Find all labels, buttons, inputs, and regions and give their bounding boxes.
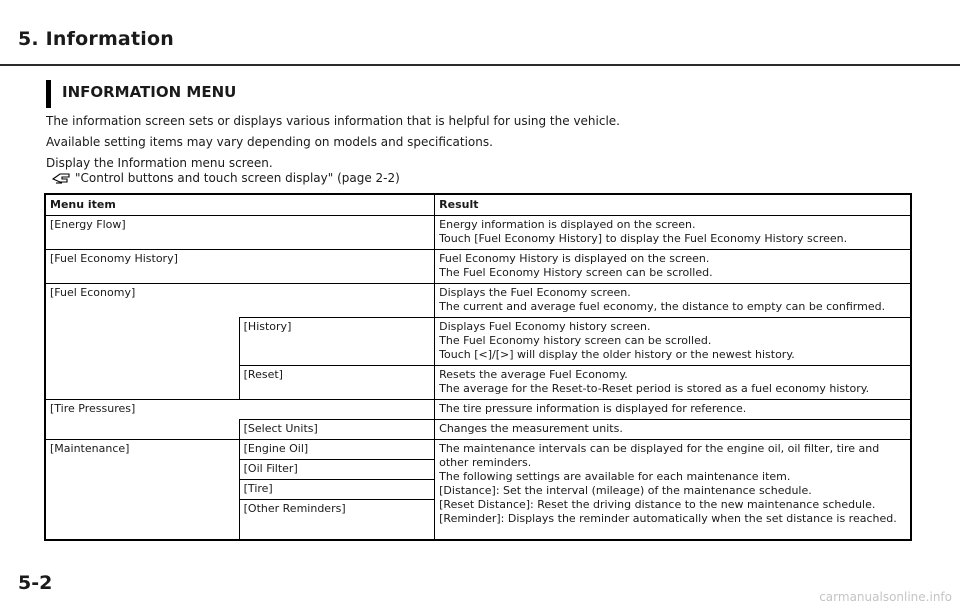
menu-subitem-history: [History] [239,318,435,366]
menu-subitem-oil-filter: [Oil Filter] [239,460,435,480]
menu-item-maintenance: [Maintenance] [45,440,239,541]
section-title: INFORMATION MENU [62,83,237,101]
header-result: Result [435,194,911,216]
result-line: The Fuel Economy history screen can be scrolled. [439,334,712,347]
result-select-units [435,420,911,440]
header-blank [239,194,435,216]
display-instruction: Display the Information menu screen. [46,156,273,170]
table-row [45,216,911,250]
watermark: carmanualsonline.info [819,590,952,604]
table-header-row [45,194,911,216]
result-maintenance [435,440,911,541]
result-fuel-economy-history [435,250,911,284]
menu-subitem-reset: [Reset] [239,366,435,400]
result-line: Changes the measurement units. [439,422,623,435]
table-row [45,440,911,460]
result-line: Displays the Fuel Economy screen. [439,286,631,299]
page-reference[interactable] [52,171,400,185]
result-tire-pressures [435,400,911,420]
menu-item-tire-pressures: [Tire Pressures] [45,400,435,420]
table-row [45,400,911,420]
header-menu-item: Menu item [45,194,239,216]
result-line: [Reminder]: Displays the reminder automatically when the set distance is reached. [439,512,897,525]
result-line: Displays Fuel Economy history screen. [439,320,651,333]
menu-subitem-select-units: [Select Units] [239,420,435,440]
result-line: Resets the average Fuel Economy. [439,368,628,381]
chapter-title: 5. Information [18,28,174,50]
result-line: [Distance]: Set the interval (mileage) of the maintenance schedule. [439,484,812,497]
menu-item-fuel-economy: [Fuel Economy] [45,284,435,318]
intro-paragraph: The information screen sets or displays various information that is helpful for using the vehicle. [46,114,620,128]
availability-paragraph: Available setting items may vary depending on models and specifications. [46,135,493,149]
section-marker-bar [46,80,51,108]
result-line: Touch [Fuel Economy History] to display the Fuel Economy History screen. [439,232,848,245]
indent-cell [45,318,239,366]
result-fuel-economy [435,284,911,318]
result-energy-flow [435,216,911,250]
result-line: The maintenance intervals can be displayed for the engine oil, oil filter, tire and other reminders. [439,442,880,469]
result-line: The tire pressure information is displayed for reference. [439,402,747,415]
table-row [45,420,911,440]
result-line: Fuel Economy History is displayed on the screen. [439,252,710,265]
chapter-divider [0,64,960,66]
result-line: The Fuel Economy History screen can be scrolled. [439,266,713,279]
menu-item-fuel-economy-history: [Fuel Economy History] [45,250,435,284]
reference-link-text[interactable]: "Control buttons and touch screen display" (page 2-2) [75,171,400,185]
result-reset [435,366,911,400]
information-menu-table [44,193,912,541]
menu-subitem-other-reminders: [Other Reminders] [239,500,435,541]
table-row [45,284,911,318]
result-line: The average for the Reset-to-Reset period is stored as a fuel economy history. [439,382,870,395]
result-line: [Reset Distance]: Reset the driving distance to the new maintenance schedule. [439,498,876,511]
result-line: The following settings are available for each maintenance item. [439,470,791,483]
menu-item-energy-flow: [Energy Flow] [45,216,435,250]
reference-pointer-icon [52,172,72,185]
result-history [435,318,911,366]
table-row [45,250,911,284]
menu-subitem-tire: [Tire] [239,480,435,500]
indent-cell [45,366,239,400]
result-line: Touch [<]/[>] will display the older history or the newest history. [439,348,795,361]
result-line: Energy information is displayed on the screen. [439,218,696,231]
result-line: The current and average fuel economy, the distance to empty can be confirmed. [439,300,886,313]
table-row [45,366,911,400]
page-number: 5-2 [18,572,53,594]
table-row [45,318,911,366]
indent-cell [45,420,239,440]
menu-subitem-engine-oil: [Engine Oil] [239,440,435,460]
